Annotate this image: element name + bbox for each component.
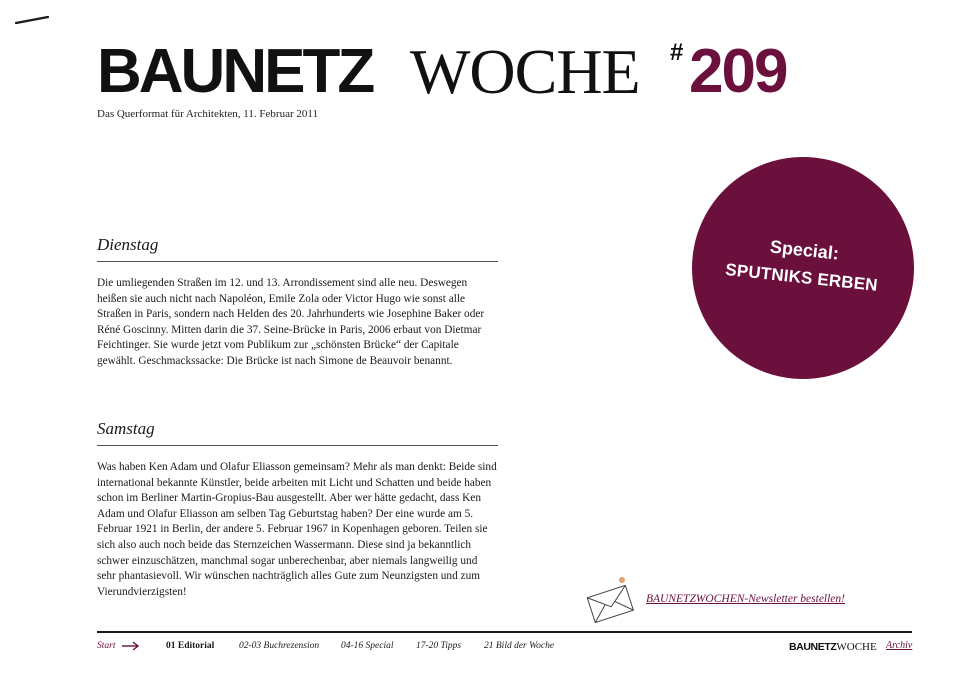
newsletter-promo: [584, 575, 874, 625]
section-samstag: [97, 418, 498, 600]
corner-mark-icon: [14, 14, 54, 26]
newsletter-signup-link[interactable]: BAUNETZWOCHEN-Newsletter bestellen!: [646, 593, 845, 605]
section-body: Die umliegenden Straßen im 12. und 13. Arrondissement sind alle neu. Deswegen heißen sie auch nicht nach Napoléon, Emile Zola oder Victor Hugo wie sonst alle Straßen in Paris, sondern nach Helden des 20. Jahrhunderts wie Josephine Baker oder Réné Goscinny. Mitten darin die 37. Seine-Brücke in Paris, 2006 erbaut von Dietmar Feichtinger. Sie wurde jetzt vom Publikum zur „schönsten Brücke“ der Capitale gewählt. Geschmackssacke: Die Brücke ist nach Simone de Beauvoir benannt.: [97, 277, 485, 367]
issue-number: 209: [689, 37, 787, 106]
special-badge-text: [690, 228, 916, 301]
section-heading: Dienstag: [97, 234, 498, 262]
masthead-subtitle: Das Querformat für Architekten, 11. Februar 2011: [97, 108, 318, 120]
special-badge[interactable]: [692, 157, 914, 379]
masthead-brand-bold: BAUNETZ: [97, 37, 373, 106]
masthead-brand-light: WOCHE: [410, 36, 640, 107]
section-heading: Samstag: [97, 418, 498, 446]
footer-divider: [97, 631, 912, 633]
footer-brand-light: WOCHE: [836, 641, 877, 653]
nav-item-editorial[interactable]: 01 Editorial: [166, 641, 215, 651]
masthead-hash: #: [670, 39, 684, 66]
section-dienstag: [97, 234, 498, 370]
archive-link[interactable]: Archiv: [886, 640, 913, 651]
special-title: SPUTNIKS ERBEN: [724, 259, 879, 295]
envelope-icon[interactable]: [584, 575, 636, 623]
nav-item-special[interactable]: 04-16 Special: [341, 641, 394, 651]
footer-brand-bold: BAUNETZ: [789, 641, 837, 653]
section-body: Was haben Ken Adam und Olafur Eliasson gemeinsam? Mehr als man denkt: Beide sind international bekannte Künstler, beide arbeiten mit Licht und Schatten und beide haben schon im Berliner Martin-Gropius-Bau ausgestellt. Aber wer hätte gedacht, dass Ken Adam und Olafur Eliasson am selben Tag Geburtstag haben? Der eine wurde am 5. Februar 1921 in Berlin, der andere 5. Februar 1967 in Kopenhagen geboren. Teilen sie sich also auch noch beide das Sternzeichen Wassermann. Diese sind ja bekanntlich schwer einzuschätzen, manchmal sogar unberechenbar, aber niemals langweilig und sehr phantasievoll. Wir wünschen nachträglich alles Gute zum Neunzigsten und zum Vierundvierzigsten!: [97, 461, 497, 598]
arrow-right-icon[interactable]: [122, 641, 140, 651]
special-label: Special:: [769, 236, 840, 264]
nav-item-bild-der-woche[interactable]: 21 Bild der Woche: [484, 641, 555, 651]
nav-start-link[interactable]: Start: [97, 641, 116, 651]
nav-item-tipps[interactable]: 17-20 Tipps: [416, 641, 462, 651]
nav-item-buchrezension[interactable]: 02-03 Buchrezension: [239, 641, 320, 651]
footer-logo[interactable]: [789, 640, 877, 653]
